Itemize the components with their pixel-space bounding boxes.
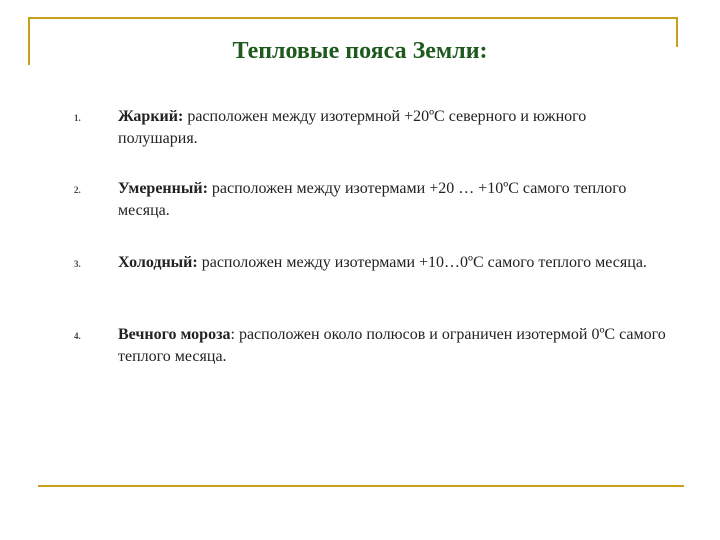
list-item-term: Холодный: [118, 254, 198, 271]
list-item-text [118, 178, 666, 222]
list-item-description: расположен между изотермами +20 … +10ºС самого теплого месяца. [118, 180, 627, 219]
list-item-description: расположен между изотермной +20ºС северного и южного полушария. [118, 108, 587, 147]
list-item-term: Вечного мороза [118, 326, 231, 343]
list-item-text [118, 106, 666, 150]
list-item-text [118, 252, 666, 274]
list-item-number: 3. [74, 259, 81, 269]
frame-bottom-line [38, 485, 684, 487]
frame-top-line [28, 17, 678, 19]
list-item-term: Умеренный: [118, 180, 208, 197]
list-item-description: расположен между изотермами +10…0ºС самого теплого месяца. [197, 254, 647, 271]
list-item-number: 4. [74, 331, 81, 341]
list-item-number: 2. [74, 185, 81, 195]
slide-title: Тепловые пояса Земли: [232, 38, 488, 64]
list-item-text [118, 324, 666, 368]
list-item-number: 1. [74, 113, 81, 123]
list-item-term: Жаркий: [118, 108, 184, 125]
list-item-description: : расположен около полюсов и ограничен изотермой 0ºС самого теплого месяца. [118, 326, 666, 365]
